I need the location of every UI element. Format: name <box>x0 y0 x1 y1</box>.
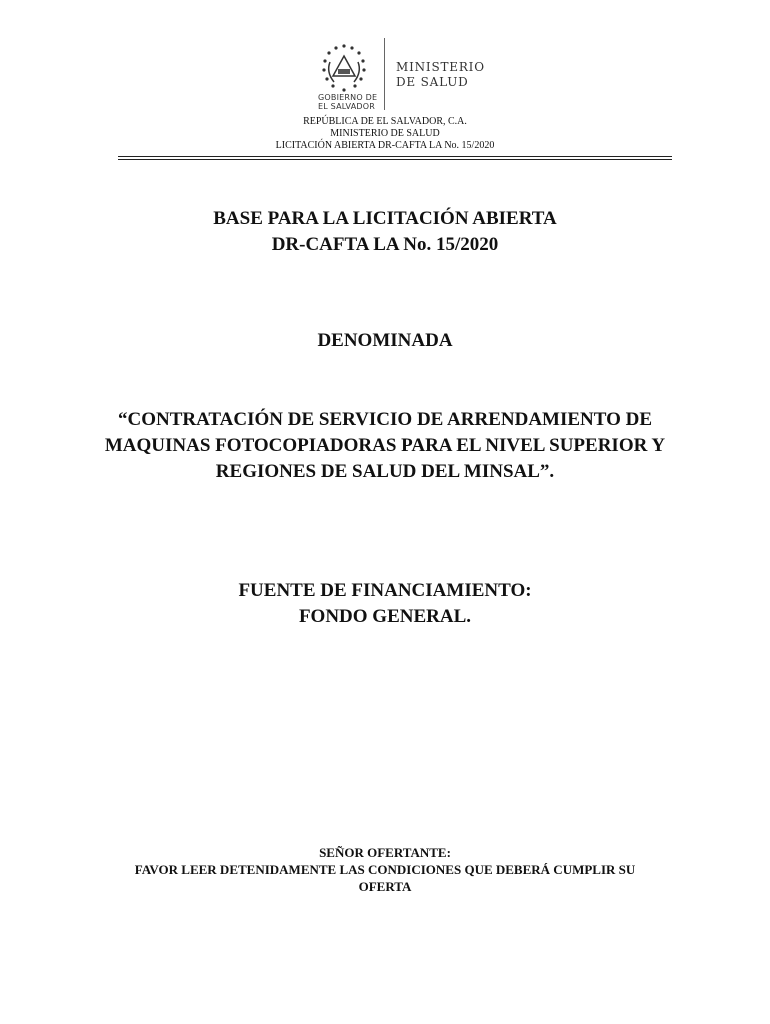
gov-line-1: GOBIERNO DE <box>318 93 378 102</box>
header-republic: REPÚBLICA DE EL SALVADOR, C.A. <box>303 116 467 127</box>
denominada-heading: DENOMINADA <box>317 330 453 351</box>
funding-line-1: FUENTE DE FINANCIAMIENTO: <box>238 580 532 601</box>
gov-line-2: EL SALVADOR <box>318 102 375 111</box>
header-ministry: MINISTERIO DE SALUD <box>330 128 440 139</box>
subject-line-1: “CONTRATACIÓN DE SERVICIO DE ARRENDAMIENTO DE <box>117 409 653 430</box>
document-title <box>0 206 770 258</box>
notice-line-1: SEÑOR OFERTANTE: <box>319 845 451 860</box>
logo-divider <box>384 38 385 110</box>
ministry-name <box>396 60 485 90</box>
government-logo-text <box>318 93 377 111</box>
notice-line-3: OFERTA <box>358 879 412 894</box>
funding-source <box>0 578 770 630</box>
header-double-rule <box>118 156 672 160</box>
ministry-line-2: DE SALUD <box>396 75 469 89</box>
notice-line-2: FAVOR LEER DETENIDAMENTE LAS CONDICIONES QUE DEBERÁ CUMPLIR SU <box>134 862 636 877</box>
title-line-1: BASE PARA LA LICITACIÓN ABIERTA <box>213 208 557 229</box>
funding-line-2: FONDO GENERAL. <box>298 606 472 627</box>
ministry-logo <box>310 38 490 112</box>
header-tender-ref: LICITACIÓN ABIERTA DR-CAFTA LA No. 15/2020 <box>275 140 495 151</box>
bidder-notice <box>0 844 770 895</box>
ministry-line-1: MINISTERIO <box>396 60 485 74</box>
tender-subject <box>0 407 770 485</box>
title-line-2: DR-CAFTA LA No. 15/2020 <box>271 234 499 255</box>
national-seal-icon <box>318 42 370 94</box>
document-header <box>0 116 770 152</box>
subject-line-2: MAQUINAS FOTOCOPIADORAS PARA EL NIVEL SUPERIOR Y <box>104 435 666 456</box>
subject-line-3: REGIONES DE SALUD DEL MINSAL”. <box>215 461 555 482</box>
